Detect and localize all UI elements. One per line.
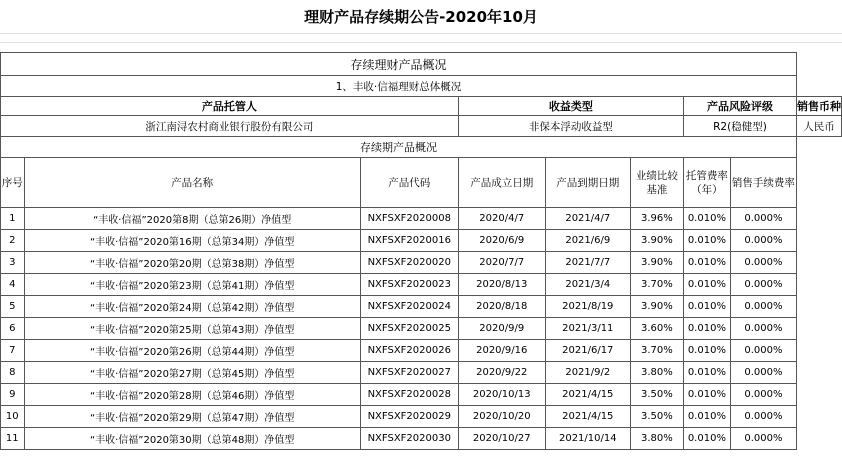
cell-no: 1 (1, 208, 25, 230)
cell-end: 2021/8/19 (545, 296, 630, 318)
cell-custody-fee: 0.010% (683, 252, 730, 274)
cell-code: NXFSXF2020029 (360, 406, 458, 428)
cell-sales-fee: 0.000% (730, 318, 796, 340)
table-row (1, 230, 842, 252)
table-row (1, 384, 842, 406)
grid-line (0, 33, 842, 34)
cell-start: 2020/8/18 (458, 296, 545, 318)
cell-custody-fee: 0.010% (683, 318, 730, 340)
cell-benchmark: 3.90% (630, 230, 683, 252)
cell-end: 2021/6/17 (545, 340, 630, 362)
cell-no: 9 (1, 384, 25, 406)
page-title: 理财产品存续期公告-2020年10月 (304, 8, 538, 26)
cell-no: 4 (1, 274, 25, 296)
cell-start: 2020/10/27 (458, 428, 545, 450)
section-title: 存续理财产品概况 (1, 53, 797, 76)
cell-code: NXFSXF2020028 (360, 384, 458, 406)
table-row (1, 296, 842, 318)
cell-sales-fee: 0.000% (730, 384, 796, 406)
cell-end: 2021/6/9 (545, 230, 630, 252)
col-header-end: 产品到期日期 (545, 158, 630, 208)
cell-custody-fee: 0.010% (683, 230, 730, 252)
products-table (0, 52, 842, 450)
cell-end: 2021/7/7 (545, 252, 630, 274)
summary-title: 1、丰收·信福理财总体概况 (1, 76, 797, 97)
cell-end: 2021/3/11 (545, 318, 630, 340)
cell-end: 2021/4/15 (545, 406, 630, 428)
cell-code: NXFSXF2020020 (360, 252, 458, 274)
cell-sales-fee: 0.000% (730, 230, 796, 252)
cell-name: “丰收·信福”2020第28期（总第46期）净值型 (24, 384, 360, 406)
cell-name: “丰收·信福”2020第24期（总第42期）净值型 (24, 296, 360, 318)
cell-name: “丰收·信福”2020第29期（总第47期）净值型 (24, 406, 360, 428)
cell-end: 2021/9/2 (545, 362, 630, 384)
cell-sales-fee: 0.000% (730, 362, 796, 384)
cell-start: 2020/8/13 (458, 274, 545, 296)
cell-name: “丰收·信福”2020第26期（总第44期）净值型 (24, 340, 360, 362)
cell-end: 2021/4/15 (545, 384, 630, 406)
cell-custody-fee: 0.010% (683, 296, 730, 318)
cell-end: 2021/10/14 (545, 428, 630, 450)
cell-end: 2021/4/7 (545, 208, 630, 230)
cell-benchmark: 3.80% (630, 428, 683, 450)
cell-code: NXFSXF2020025 (360, 318, 458, 340)
cell-name: “丰收·信福”2020第30期（总第48期）净值型 (24, 428, 360, 450)
table-row (1, 428, 842, 450)
col-header-name: 产品名称 (24, 158, 360, 208)
cell-sales-fee: 0.000% (730, 406, 796, 428)
cell-name: “丰收·信福”2020第16期（总第34期）净值型 (24, 230, 360, 252)
income-type-header: 收益类型 (458, 97, 683, 116)
cell-benchmark: 3.70% (630, 340, 683, 362)
cell-start: 2020/6/9 (458, 230, 545, 252)
cell-end: 2021/3/4 (545, 274, 630, 296)
cell-benchmark: 3.70% (630, 274, 683, 296)
cell-name: “丰收·信福”2020第27期（总第45期）净值型 (24, 362, 360, 384)
cell-benchmark: 3.60% (630, 318, 683, 340)
cell-name: “丰收·信福”2020第23期（总第41期）净值型 (24, 274, 360, 296)
table-row (1, 274, 842, 296)
cell-start: 2020/9/22 (458, 362, 545, 384)
cell-sales-fee: 0.000% (730, 252, 796, 274)
grid-line (0, 42, 842, 43)
cell-no: 8 (1, 362, 25, 384)
cell-no: 5 (1, 296, 25, 318)
col-header-custody-fee: 托管费率（年） (683, 158, 730, 208)
col-header-benchmark: 业绩比较基准 (630, 158, 683, 208)
currency-value: 人民币 (797, 116, 842, 137)
cell-sales-fee: 0.000% (730, 428, 796, 450)
cell-no: 6 (1, 318, 25, 340)
col-header-code: 产品代码 (360, 158, 458, 208)
cell-custody-fee: 0.010% (683, 384, 730, 406)
cell-sales-fee: 0.000% (730, 208, 796, 230)
cell-no: 3 (1, 252, 25, 274)
cell-code: NXFSXF2020008 (360, 208, 458, 230)
cell-benchmark: 3.90% (630, 296, 683, 318)
table-row (1, 340, 842, 362)
cell-start: 2020/9/16 (458, 340, 545, 362)
cell-name: “丰收·信福”2020第8期（总第26期）净值型 (24, 208, 360, 230)
cell-benchmark: 3.96% (630, 208, 683, 230)
cell-name: “丰收·信福”2020第25期（总第43期）净值型 (24, 318, 360, 340)
table-row (1, 406, 842, 428)
cell-code: NXFSXF2020026 (360, 340, 458, 362)
cell-code: NXFSXF2020030 (360, 428, 458, 450)
cell-benchmark: 3.50% (630, 384, 683, 406)
cell-no: 7 (1, 340, 25, 362)
cell-sales-fee: 0.000% (730, 296, 796, 318)
cell-no: 10 (1, 406, 25, 428)
cell-custody-fee: 0.010% (683, 340, 730, 362)
custodian-header: 产品托管人 (1, 97, 459, 116)
col-header-no: 序号 (1, 158, 25, 208)
cell-custody-fee: 0.010% (683, 362, 730, 384)
table-row (1, 252, 842, 274)
cell-no: 11 (1, 428, 25, 450)
cell-code: NXFSXF2020024 (360, 296, 458, 318)
cell-custody-fee: 0.010% (683, 208, 730, 230)
custodian-value: 浙江南浔农村商业银行股份有限公司 (1, 116, 459, 137)
cell-no: 2 (1, 230, 25, 252)
cell-custody-fee: 0.010% (683, 406, 730, 428)
cell-start: 2020/4/7 (458, 208, 545, 230)
income-type-value: 非保本浮动收益型 (458, 116, 683, 137)
cell-name: “丰收·信福”2020第20期（总第38期）净值型 (24, 252, 360, 274)
cell-sales-fee: 0.000% (730, 340, 796, 362)
cell-start: 2020/10/13 (458, 384, 545, 406)
risk-level-header: 产品风险评级 (683, 97, 796, 116)
cell-benchmark: 3.90% (630, 252, 683, 274)
cell-sales-fee: 0.000% (730, 274, 796, 296)
table-row (1, 208, 842, 230)
cell-start: 2020/9/9 (458, 318, 545, 340)
table-row (1, 362, 842, 384)
cell-start: 2020/7/7 (458, 252, 545, 274)
col-header-start: 产品成立日期 (458, 158, 545, 208)
risk-level-value: R2(稳健型) (683, 116, 796, 137)
cell-code: NXFSXF2020023 (360, 274, 458, 296)
cell-custody-fee: 0.010% (683, 274, 730, 296)
table-row (1, 318, 842, 340)
detail-title: 存续期产品概况 (1, 137, 797, 158)
cell-benchmark: 3.50% (630, 406, 683, 428)
cell-code: NXFSXF2020027 (360, 362, 458, 384)
cell-code: NXFSXF2020016 (360, 230, 458, 252)
col-header-sales-fee: 销售手续费率 (730, 158, 796, 208)
cell-benchmark: 3.80% (630, 362, 683, 384)
cell-start: 2020/10/20 (458, 406, 545, 428)
currency-header: 销售币种 (797, 97, 842, 116)
cell-custody-fee: 0.010% (683, 428, 730, 450)
